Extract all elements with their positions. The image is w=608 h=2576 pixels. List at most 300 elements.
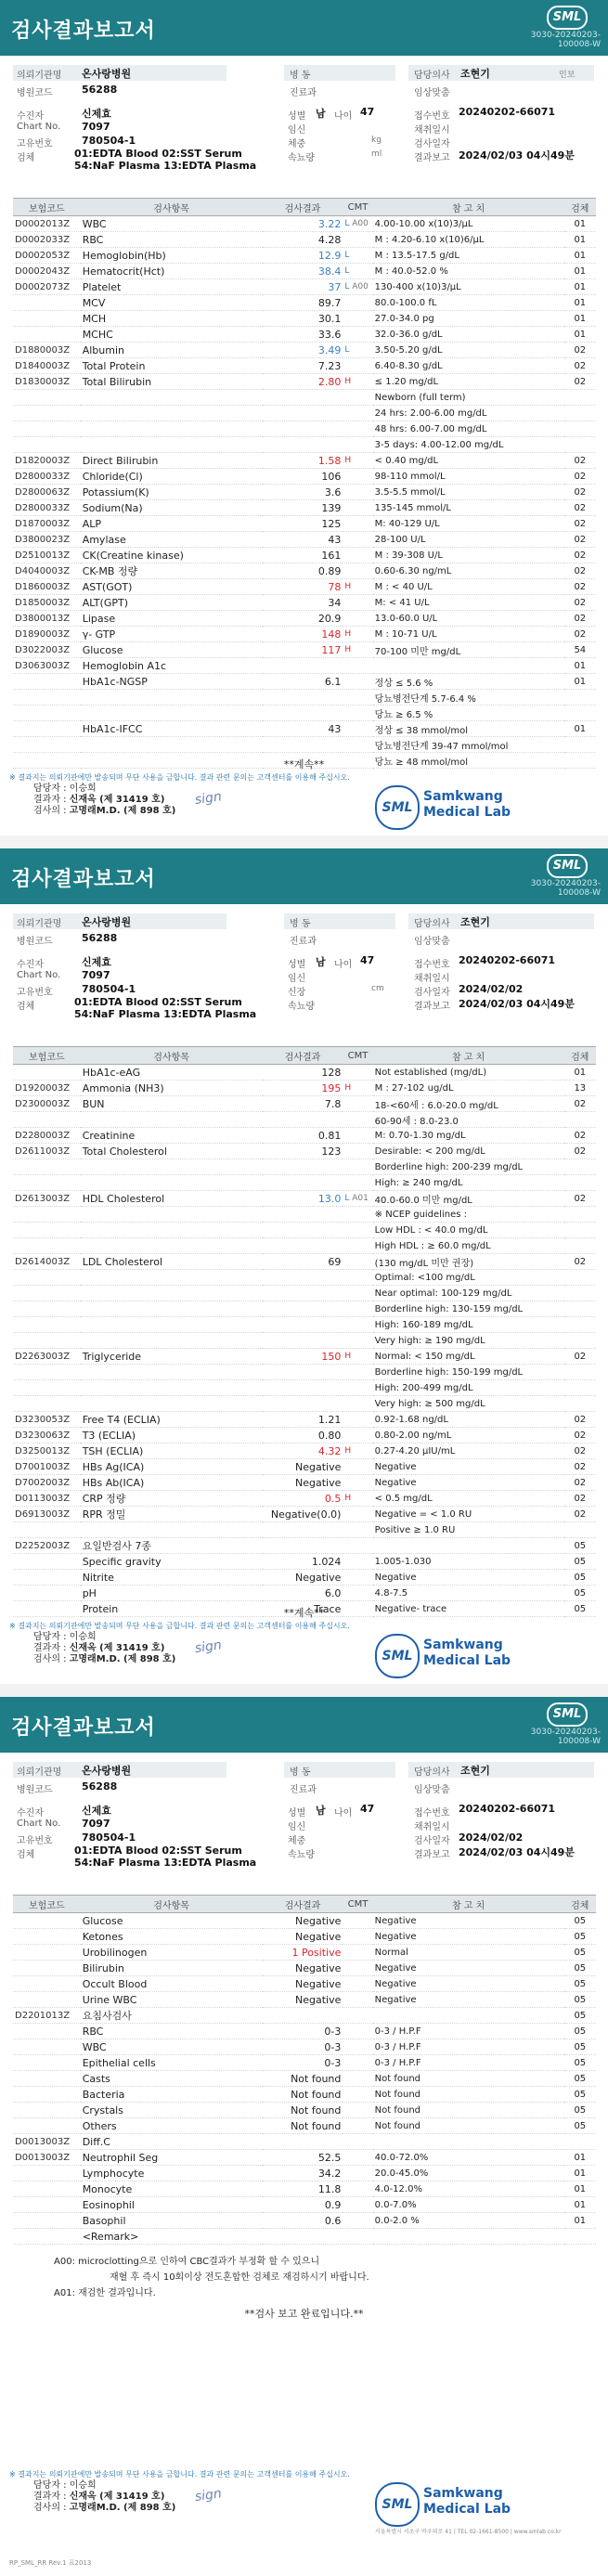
insurance-code: D2800033Z <box>13 500 81 516</box>
result-flag: L <box>343 264 372 279</box>
reference-range: Negative- trace <box>373 1601 564 1617</box>
result-flag <box>343 690 372 705</box>
specimen-line-2: 54:NaF Plasma 13:EDTA Plasma <box>74 1857 257 1869</box>
table-row <box>13 516 596 532</box>
table-row <box>13 1349 596 1365</box>
specimen-group <box>564 1301 596 1317</box>
test-name: Protein <box>81 1601 263 1617</box>
table-row <box>13 737 596 753</box>
test-name <box>81 1396 263 1412</box>
insurance-code <box>13 1554 81 1570</box>
insurance-code <box>13 2071 81 2087</box>
specimen-group <box>564 1286 596 1301</box>
result-flag <box>343 516 372 532</box>
reference-range: 3.5-5.5 mmol/L <box>373 485 564 500</box>
patient-age: 47 <box>360 1803 375 1815</box>
reference-range: Normal: < 150 mg/dL <box>373 1349 564 1365</box>
specimen-group <box>564 705 596 721</box>
test-result: 0-3 <box>263 2024 343 2039</box>
test-result: Negative <box>263 1475 343 1491</box>
test-name: Diff.C <box>81 2134 263 2150</box>
result-flag <box>343 1144 372 1159</box>
reference-range: ≤ 1.20 mg/dL <box>373 374 564 390</box>
test-name: Epithelial cells <box>81 2055 263 2071</box>
test-result: Negative <box>263 1913 343 1929</box>
reference-range <box>373 2008 564 2024</box>
specimen-group: 02 <box>564 1096 596 1112</box>
insurance-code <box>13 1207 81 1223</box>
reference-range: Borderline high: 200-239 mg/dL <box>373 1159 564 1175</box>
result-flag <box>343 1945 372 1961</box>
test-result: 148 <box>263 627 343 642</box>
signatures: 담당자 : 이승희 결과자 : 신재옥 (제 31419 호) 검사의 : 고명래M.D. (제 898 호) <box>33 783 176 816</box>
signature-stamp: sign <box>193 1638 223 1657</box>
insurance-code: D7002003Z <box>13 1475 81 1491</box>
test-name: Glucose <box>81 1913 263 1929</box>
reference-range: M: 0.70-1.30 mg/dL <box>373 1128 564 1144</box>
reference-range: Not found <box>373 2118 564 2134</box>
doctor-name: 조현기 <box>460 1765 490 1777</box>
insurance-code <box>13 1945 81 1961</box>
test-name: Total Bilirubin <box>81 374 263 390</box>
specimen-group: 05 <box>564 1586 596 1601</box>
table-row <box>13 1459 596 1475</box>
table-row <box>13 1929 596 1945</box>
test-name <box>81 1238 263 1254</box>
test-name: HbA1c-NGSP <box>81 674 263 690</box>
results-table-1: 보험코드 검사항목 검사결과 CMT 참 고 치 검체 D0002013Z WBC 3.22 L A00 4.00-10.00 x(10)3/μL 01 D0002033Z RBC 4.28 M : 4.20-6.10 x(10)6/μL 01 D0002053Z Hemoglobin(Hb) 12.9 L M : 13.5-17.5 g/dL 01 D0002043Z Hematocrit(Hct) 38.4 L M : 40.0-52.0 % 01 D0002073Z Platelet 37 L A00 130-400 x(10)3/μL 01 MCV 89.7 80.0-100.0 fL 01 MCH 30.1 27.0-34.0 pg 01 MCHC 33.6 32.0-36.0 g/dL 01 D1880003Z Albumin 3.49 L 3.50-5.20 g/dL 02 D1840003Z Total Protein 7.23 6.40-8.30 g/dL 02 D1830003Z Total Bilirubin 2.80 H ≤ 1.20 mg/dL 02 Newborn (full term) 24 hrs: 2.00-6.00 mg/dL 48 hrs: 6.00-7.00 mg/dL 3-5 days: 4.00-12.00 mg/dL D1820003Z Direct Bilirubin 1.58 H < 0.40 mg/dL 02 D2800033Z Chloride(Cl) 106 98-110 mmol/L 02 D2800063Z Potassium(K) 3.6 3.5-5.5 mmol/L 02 D2800033Z Sodium(Na) 139 135-145 mmol/L 02 D1870003Z ALP 125 M: 40-129 U/L 02 D3800023Z Amylase 43 28-100 U/L 02 D2510013Z CK(Creatine kinase) 161 M : 39-308 U/L 02 D4040003Z CK-MB 정량 0.89 0.60-6.30 ng/mL 02 D1860003Z AST(GOT) 78 H M : < 40 U/L 02 D1850003Z ALT(GPT) 34 M: < 41 U/L 02 D3800013Z Lipase 20.9 13.0-60.0 U/L 02 D1890003Z γ- GTP 148 H M : 10-71 U/L 02 D3022003Z Glucose 117 H 70-100 미만 mg/dL 54 D3063003Z Hemoglobin A1c 01 HbA1c-NGSP 6.1 정상 ≤ 5.6 % 01 당뇨병전단계 5.7-6.4 % 당뇨 ≥ 6.5 % HbA1c-IFCC 43 정상 ≤ 38 mmol/mol 01 당뇨병전단계 39-47 mmol/mol 당뇨 ≥ 48 mmol/mol <box>13 198 596 769</box>
test-result: Negative <box>263 1929 343 1945</box>
test-result <box>263 1207 343 1223</box>
table-row <box>13 390 596 406</box>
test-result: 34 <box>263 595 343 611</box>
specimen-group: 01 <box>564 2197 596 2213</box>
test-name: Neutrophil Seg <box>81 2150 263 2166</box>
document-number: 3030-20240203- 100008-W <box>530 1728 601 1746</box>
page-separator <box>0 1684 608 1697</box>
sml-circle-icon: SML <box>375 1634 420 1678</box>
result-flag <box>343 1238 372 1254</box>
specimen-group: 01 <box>564 232 596 248</box>
test-name: HbA1c-IFCC <box>81 721 263 737</box>
test-date: 2024/02/02 <box>459 1832 524 1844</box>
reference-range: 18-<60세 : 6.0-20.0 mg/dL <box>373 1096 564 1112</box>
test-name: MCV <box>81 295 263 311</box>
result-flag <box>343 2087 372 2103</box>
insurance-code: D2510013Z <box>13 548 81 563</box>
test-result: 3.22 <box>263 216 343 232</box>
test-name <box>81 1317 263 1333</box>
patient-sex: 남 <box>316 1805 326 1817</box>
reference-range: 6.40-8.30 g/dL <box>373 358 564 374</box>
patient-sex: 남 <box>316 956 326 968</box>
reference-range: M: < 41 U/L <box>373 595 564 611</box>
insurance-code <box>13 1112 81 1128</box>
specimen-group: 01 <box>564 721 596 737</box>
insurance-code: D1890003Z <box>13 627 81 642</box>
table-row <box>13 248 596 264</box>
table-row <box>13 2134 596 2150</box>
receipt-number: 20240202-66071 <box>459 1803 556 1815</box>
test-name: WBC <box>81 216 263 232</box>
document-number: 3030-20240203- 100008-W <box>530 879 601 898</box>
result-flag: L <box>343 248 372 264</box>
table-row <box>13 1586 596 1601</box>
result-flag <box>343 674 372 690</box>
test-result: 0-3 <box>263 2039 343 2055</box>
insurance-code <box>13 1223 81 1238</box>
result-flag <box>343 705 372 721</box>
specimen-group: 05 <box>564 1945 596 1961</box>
table-row <box>13 1538 596 1554</box>
test-result: 6.1 <box>263 674 343 690</box>
reference-range: M : 39-308 U/L <box>373 548 564 563</box>
test-name <box>81 1301 263 1317</box>
insurance-code <box>13 1570 81 1586</box>
table-row <box>13 1191 596 1207</box>
insurance-code: D2300003Z <box>13 1096 81 1112</box>
insurance-code: D2800033Z <box>13 469 81 485</box>
result-flag <box>343 2213 372 2229</box>
insurance-code <box>13 1976 81 1992</box>
reference-range: 130-400 x(10)3/μL <box>373 279 564 295</box>
insurance-code: D1860003Z <box>13 579 81 595</box>
result-flag <box>343 1396 372 1412</box>
insurance-code <box>13 1175 81 1191</box>
sml-logo-icon: SML <box>547 854 588 878</box>
test-result <box>263 1238 343 1254</box>
specimen-group: 02 <box>564 627 596 642</box>
test-result <box>263 1270 343 1286</box>
result-flag: H <box>343 642 372 658</box>
insurance-code: D2201013Z <box>13 2008 81 2024</box>
chart-number: 7097 <box>82 969 110 981</box>
result-flag <box>343 2118 372 2134</box>
test-result: 2.80 <box>263 374 343 390</box>
test-result: 20.9 <box>263 611 343 627</box>
patient-age: 47 <box>360 106 375 118</box>
test-result: 3.49 <box>263 343 343 358</box>
table-row <box>13 548 596 563</box>
report-title: 검사결과보고서 <box>11 1716 156 1740</box>
insurance-code: D0013003Z <box>13 2134 81 2150</box>
table-row <box>13 1254 596 1270</box>
specimen-group <box>564 1365 596 1380</box>
table-row <box>13 216 596 232</box>
specimen-line-2: 54:NaF Plasma 13:EDTA Plasma <box>74 160 257 172</box>
table-row <box>13 1112 596 1128</box>
test-result: 0-3 <box>263 2055 343 2071</box>
reference-range: 0-3 / H.P.F <box>373 2039 564 2055</box>
result-flag: H <box>343 1349 372 1365</box>
result-flag <box>343 1570 372 1586</box>
reference-range: 0.27-4.20 μIU/mL <box>373 1443 564 1459</box>
specimen-group <box>564 1522 596 1538</box>
reference-range: 40.0-72.0% <box>373 2150 564 2166</box>
specimen-group: 01 <box>564 2150 596 2166</box>
result-flag <box>343 1159 372 1175</box>
reference-range: Negative <box>373 1570 564 1586</box>
specimen-group: 05 <box>564 1570 596 1586</box>
sml-logo-icon: SML <box>547 1702 588 1727</box>
test-name: Glucose <box>81 642 263 658</box>
test-name <box>81 1333 263 1349</box>
test-result <box>263 658 343 674</box>
specimen-group: 05 <box>564 2039 596 2055</box>
report-title: 검사결과보고서 <box>11 19 156 43</box>
report-header <box>0 0 608 56</box>
table-row <box>13 374 596 390</box>
table-row <box>13 1159 596 1175</box>
test-result: Negative <box>263 1459 343 1475</box>
specimen-group: 02 <box>564 374 596 390</box>
reference-range <box>373 2134 564 2150</box>
test-name: γ- GTP <box>81 627 263 642</box>
test-name: Chloride(Cl) <box>81 469 263 485</box>
specimen-group <box>564 1223 596 1238</box>
test-name: TSH (ECLIA) <box>81 1443 263 1459</box>
table-row <box>13 1207 596 1223</box>
specimen-group <box>564 1207 596 1223</box>
specimen-group: 01 <box>564 674 596 690</box>
table-row <box>13 2166 596 2181</box>
test-result: 13.0 <box>263 1191 343 1207</box>
table-row <box>13 1317 596 1333</box>
table-row <box>13 295 596 311</box>
insurance-code <box>13 1929 81 1945</box>
insurance-code: D6913003Z <box>13 1507 81 1522</box>
patient-name: 신제효 <box>82 108 111 120</box>
receipt-number: 20240202-66071 <box>459 954 556 966</box>
reference-range: 1.005-1.030 <box>373 1554 564 1570</box>
insurance-code <box>13 690 81 705</box>
remark-line: A01: 재검한 결과입니다. <box>54 2288 156 2298</box>
table-row <box>13 1333 596 1349</box>
insurance-code <box>13 2166 81 2181</box>
reference-range: Borderline high: 150-199 mg/dL <box>373 1365 564 1380</box>
reference-range: High: ≥ 240 mg/dL <box>373 1175 564 1191</box>
test-name: Occult Blood <box>81 1976 263 1992</box>
result-flag <box>343 2008 372 2024</box>
table-row <box>13 1491 596 1507</box>
test-name <box>81 421 263 437</box>
table-row <box>13 1570 596 1586</box>
signature-stamp: sign <box>193 789 223 809</box>
insurance-code <box>13 1992 81 2008</box>
table-row <box>13 658 596 674</box>
specimen-group: 01 <box>564 2181 596 2197</box>
table-row <box>13 1992 596 2008</box>
insurance-code <box>13 327 81 343</box>
test-name: HBs Ag(ICA) <box>81 1459 263 1475</box>
insurance-code: D4040003Z <box>13 563 81 579</box>
remark-line: 재혈 후 즉시 10회이상 전도혼합한 검체로 재검하시기 바랍니다. <box>110 2272 369 2283</box>
specimen-group <box>564 2134 596 2150</box>
test-result: 1.024 <box>263 1554 343 1570</box>
table-row <box>13 1270 596 1286</box>
reference-range: 4.8-7.5 <box>373 1586 564 1601</box>
result-flag: H <box>343 627 372 642</box>
reference-range: 27.0-34.0 pg <box>373 311 564 327</box>
test-name: 요일반검사 7종 <box>81 1538 263 1554</box>
reference-range: 60-90세 : 8.0-23.0 <box>373 1112 564 1128</box>
test-name <box>81 1365 263 1380</box>
reference-range: 135-145 mmol/L <box>373 500 564 516</box>
test-name: LDL Cholesterol <box>81 1254 263 1270</box>
test-name: T3 (ECLIA) <box>81 1428 263 1443</box>
test-name: 요침사검사 <box>81 2008 263 2024</box>
specimen-group <box>564 1396 596 1412</box>
test-name: Free T4 (ECLIA) <box>81 1412 263 1428</box>
specimen-group: 01 <box>564 295 596 311</box>
result-flag <box>343 2134 372 2150</box>
specimen-group: 02 <box>564 1459 596 1475</box>
table-row <box>13 2181 596 2197</box>
specimen-group: 05 <box>564 2103 596 2118</box>
specimen-group <box>564 406 596 421</box>
specimen-group: 01 <box>564 1065 596 1081</box>
reference-range: 4.0-12.0% <box>373 2181 564 2197</box>
specimen-group: 13 <box>564 1081 596 1096</box>
test-name: WBC <box>81 2039 263 2055</box>
reference-range: 20.0-45.0% <box>373 2166 564 2181</box>
insurance-code <box>13 437 81 453</box>
patient-info: 의뢰기관명 온사랑병원 병원코드 56288 수진자 신제효 Chart No. 7097 고유번호 780504-1 검체 01:EDTA Blood 02:SST Serum 54:NaF Plasma 13:EDTA Plasma 병 동 진료과 성별 남 나이 47 임신 체중 kg 속뇨량 ml 담당의사 조현기 인보 임상맞춤 접수번호 20240202-66071 채취일시 검사일자 결과보고 2024/02/03 04시49분 <box>0 56 608 167</box>
test-name: Amylase <box>81 532 263 548</box>
patient-sex: 남 <box>316 108 326 120</box>
reference-range: < 0.40 mg/dL <box>373 453 564 469</box>
reference-range: 당뇨병전단계 39-47 mmol/mol <box>373 737 564 753</box>
reference-range: Very high: ≥ 500 mg/dL <box>373 1396 564 1412</box>
test-name: Urine WBC <box>81 1992 263 2008</box>
test-name: Bacteria <box>81 2087 263 2103</box>
result-flag <box>343 2103 372 2118</box>
remarks <box>54 2254 369 2301</box>
result-flag <box>343 1096 372 1112</box>
insurance-code <box>13 1301 81 1317</box>
test-name: Platelet <box>81 279 263 295</box>
specimen-group: 02 <box>564 453 596 469</box>
result-flag <box>343 1175 372 1191</box>
result-flag <box>343 2024 372 2039</box>
table-row <box>13 2103 596 2118</box>
specimen-group: 02 <box>564 343 596 358</box>
test-name <box>81 1207 263 1223</box>
result-flag <box>343 1301 372 1317</box>
result-flag: H <box>343 579 372 595</box>
result-flag <box>343 311 372 327</box>
reference-range: Negative <box>373 1961 564 1976</box>
test-name: Basophil <box>81 2213 263 2229</box>
specimen-group: 05 <box>564 1554 596 1570</box>
reference-range: Newborn (full term) <box>373 390 564 406</box>
result-flag <box>343 1554 372 1570</box>
table-row <box>13 2213 596 2229</box>
test-result <box>263 1159 343 1175</box>
reference-range: 0.0-7.0% <box>373 2197 564 2213</box>
specimen-group: 01 <box>564 2166 596 2181</box>
result-flag <box>343 1992 372 2008</box>
chart-number: 7097 <box>82 1818 110 1830</box>
reference-range: M : 10-71 U/L <box>373 627 564 642</box>
table-row <box>13 1976 596 1992</box>
reference-range: Not found <box>373 2071 564 2087</box>
test-result: 128 <box>263 1065 343 1081</box>
reference-range: 당뇨 ≥ 6.5 % <box>373 705 564 721</box>
insurance-code: D2263003Z <box>13 1349 81 1365</box>
patient-id: 780504-1 <box>82 1832 136 1844</box>
test-result <box>263 437 343 453</box>
specimen-group: 01 <box>564 658 596 674</box>
reference-range: High HDL : ≥ 60.0 mg/dL <box>373 1238 564 1254</box>
table-row <box>13 563 596 579</box>
table-row <box>13 421 596 437</box>
result-flag <box>343 548 372 563</box>
test-name: Potassium(K) <box>81 485 263 500</box>
result-flag <box>343 1522 372 1538</box>
insurance-code <box>13 674 81 690</box>
specimen-group: 05 <box>564 1913 596 1929</box>
reference-range: 3-5 days: 4.00-12.00 mg/dL <box>373 437 564 453</box>
specimen-group: 01 <box>564 311 596 327</box>
specimen-group: 02 <box>564 469 596 485</box>
report-footer: ※ 결과지는 의뢰기관에만 발송되며 무단 사용을 금합니다. 결과 관련 문의는 고객센터를 이용해 주십시오. 담당자 : 이승희 결과자 : 신재옥 (제 31419 호) 검사의 : 고명래M.D. (제 898 호) sign SML Samkwang Medical Lab <box>0 772 608 865</box>
reference-range: Negative = < 1.0 RU <box>373 1507 564 1522</box>
test-name: Ketones <box>81 1929 263 1945</box>
test-result <box>263 406 343 421</box>
table-row <box>13 1096 596 1112</box>
test-result <box>263 1223 343 1238</box>
result-flag <box>343 2071 372 2087</box>
test-name: Bilirubin <box>81 1961 263 1976</box>
table-row <box>13 1065 596 1081</box>
insurance-code: D3800013Z <box>13 611 81 627</box>
test-result: 43 <box>263 721 343 737</box>
reference-range: High: 200-499 mg/dL <box>373 1380 564 1396</box>
table-row <box>13 1428 596 1443</box>
table-row <box>13 1223 596 1238</box>
test-result: 0.89 <box>263 563 343 579</box>
reference-range: Negative <box>373 1929 564 1945</box>
reference-range: Very high: ≥ 190 mg/dL <box>373 1333 564 1349</box>
test-name: Hemoglobin(Hb) <box>81 248 263 264</box>
insurance-code <box>13 1961 81 1976</box>
insurance-code: D3800023Z <box>13 532 81 548</box>
patient-id: 780504-1 <box>82 135 136 147</box>
reference-range: Not found <box>373 2087 564 2103</box>
result-flag <box>343 2150 372 2166</box>
result-flag <box>343 1961 372 1976</box>
table-row <box>13 485 596 500</box>
sml-circle-icon: SML <box>375 2482 420 2527</box>
insurance-code: D3063003Z <box>13 658 81 674</box>
reference-range: Normal <box>373 1945 564 1961</box>
result-flag <box>343 1223 372 1238</box>
doctor-name: 조현기 <box>460 68 490 80</box>
hospital-name: 온사랑병원 <box>82 68 132 80</box>
reference-range <box>373 658 564 674</box>
insurance-code: D3230063Z <box>13 1428 81 1443</box>
test-result: 195 <box>263 1081 343 1096</box>
reference-range: 70-100 미만 mg/dL <box>373 642 564 658</box>
test-name: Urobilinogen <box>81 1945 263 1961</box>
specimen-group: 02 <box>564 579 596 595</box>
test-result: 150 <box>263 1349 343 1365</box>
reference-range: ※ NCEP guidelines : <box>373 1207 564 1223</box>
insurance-code <box>13 1159 81 1175</box>
insurance-code <box>13 1913 81 1929</box>
result-flag <box>343 658 372 674</box>
